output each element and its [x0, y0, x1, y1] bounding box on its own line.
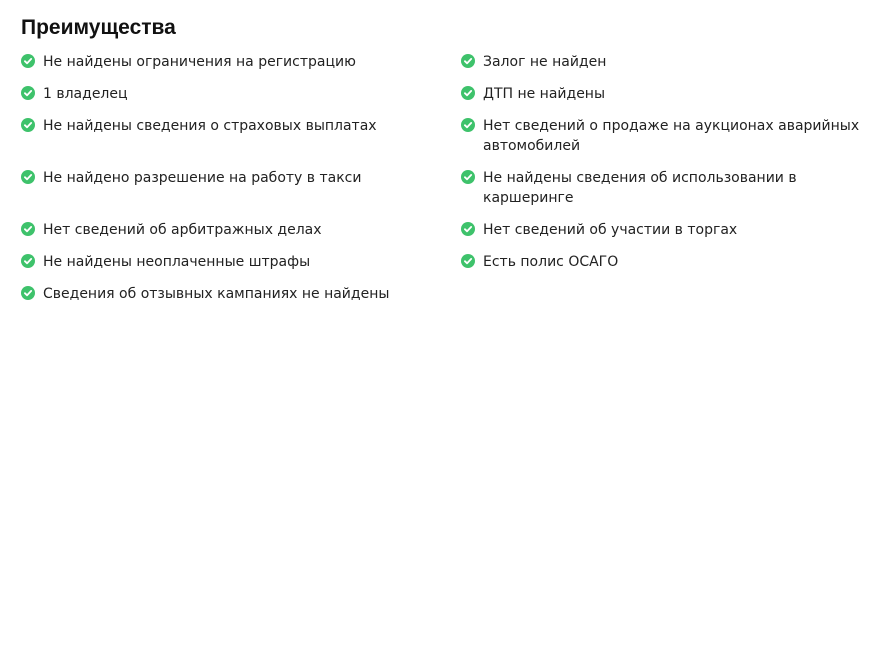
advantage-text: Не найдены сведения о страховых выплатах — [43, 118, 377, 134]
advantage-item — [21, 220, 461, 240]
check-circle-icon — [461, 222, 475, 236]
advantage-text: Не найдены ограничения на регистрацию — [43, 54, 356, 70]
advantage-item — [461, 252, 887, 272]
check-circle-icon — [461, 118, 475, 132]
advantages-columns — [21, 52, 887, 316]
advantage-text: Есть полис ОСАГО — [483, 254, 619, 270]
advantage-text: Не найдено разрешение на работу в такси — [43, 170, 362, 186]
advantage-text: Нет сведений об арбитражных делах — [43, 222, 322, 238]
check-circle-icon — [21, 286, 35, 300]
check-circle-icon — [461, 170, 475, 184]
check-circle-icon — [21, 222, 35, 236]
check-circle-icon — [21, 170, 35, 184]
check-circle-icon — [461, 54, 475, 68]
advantage-item — [21, 284, 461, 304]
advantages-section — [21, 14, 887, 316]
advantage-text: 1 владелец — [43, 86, 128, 102]
check-circle-icon — [461, 86, 475, 100]
advantage-item — [461, 220, 887, 240]
advantage-item — [21, 84, 461, 104]
advantage-text: Залог не найден — [483, 54, 607, 70]
section-title: Преимущества — [21, 16, 176, 39]
advantage-text: Нет сведений об участии в торгах — [483, 222, 738, 238]
advantage-item — [21, 252, 461, 272]
advantage-item — [461, 116, 887, 156]
advantage-text: Сведения об отзывных кампаниях не найдены — [43, 286, 390, 302]
advantages-right-column — [461, 52, 887, 284]
check-circle-icon — [21, 118, 35, 132]
check-circle-icon — [21, 254, 35, 268]
advantage-item — [21, 52, 461, 72]
advantage-text: ДТП не найдены — [483, 86, 606, 102]
advantage-text: Нет сведений о продаже на аукционах аварийных автомобилей — [483, 118, 860, 154]
advantage-item — [21, 168, 461, 188]
advantages-left-column — [21, 52, 461, 316]
advantage-text: Не найдены сведения об использовании в каршеринге — [483, 170, 797, 206]
advantage-text: Не найдены неоплаченные штрафы — [43, 254, 311, 270]
check-circle-icon — [461, 254, 475, 268]
advantage-item — [21, 116, 461, 136]
check-circle-icon — [21, 86, 35, 100]
advantage-item — [461, 52, 887, 72]
advantage-item — [461, 84, 887, 104]
advantage-item — [461, 168, 887, 208]
check-circle-icon — [21, 54, 35, 68]
